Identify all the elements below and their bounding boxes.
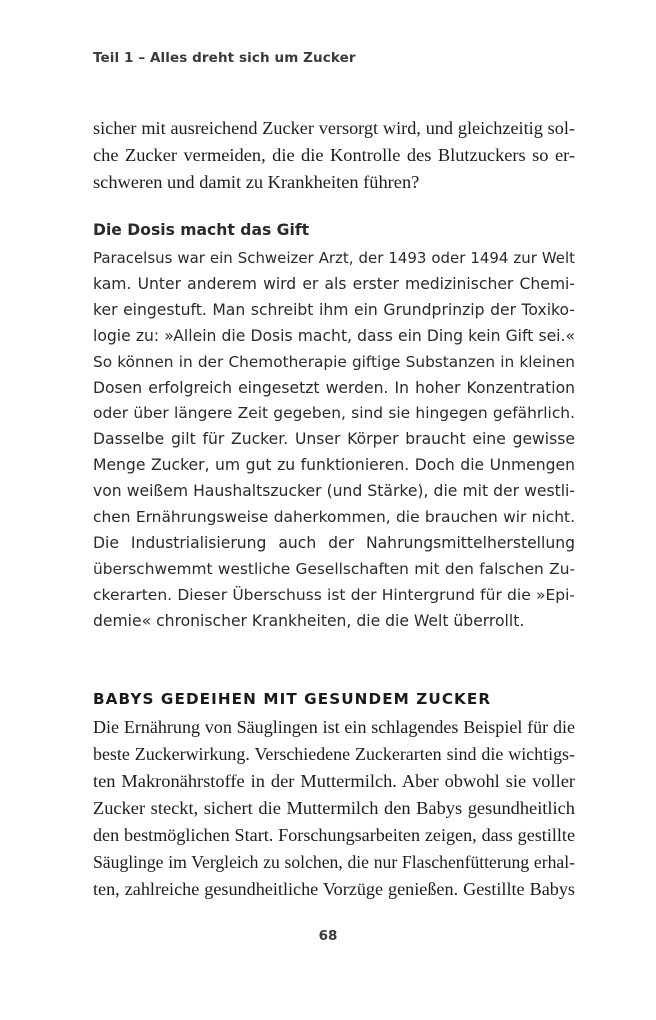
text-line: logie zu: »Allein die Dosis macht, dass ein Ding kein Gift sei.«: [93, 326, 575, 345]
running-header: Teil 1 – Alles dreht sich um Zucker: [93, 50, 356, 66]
text-line: ten Makronährstoffe in der Muttermilch. Aber obwohl sie voller: [93, 771, 575, 791]
text-line: Die Industrialisierung auch der Nahrungsmittelherstellung: [93, 533, 575, 552]
text-line: So können in der Chemotherapie giftige Substanzen in kleinen: [93, 352, 575, 371]
text-line: Die Ernährung von Säuglingen ist ein schlagendes Beispiel für die: [93, 717, 575, 737]
text-line: kam. Unter anderem wird er als erster medizinischer Chemi-: [93, 274, 575, 293]
text-line: ker eingestuft. Man schreibt ihm ein Grundprinzip der Toxiko-: [93, 300, 575, 319]
text-line: ckerarten. Dieser Überschuss ist der Hintergrund für die »Epi-: [93, 585, 575, 604]
text-line: Paracelsus war ein Schweizer Arzt, der 1493 oder 1494 zur Welt: [93, 249, 575, 267]
text-line: ten, zahlreiche gesundheitliche Vorzüge genießen. Gestillte Babys: [93, 879, 575, 899]
section-paragraph: [93, 714, 575, 903]
text-line: beste Zuckerwirkung. Verschiedene Zuckerarten sind die wichtigs-: [93, 744, 575, 764]
text-line: Zucker steckt, sichert die Muttermilch den Babys gesundheitlich: [93, 798, 575, 818]
text-line: oder über längere Zeit gegeben, sind sie hingegen gefährlich.: [93, 404, 575, 423]
text-line: sicher mit ausreichend Zucker versorgt wird, und gleichzeitig sol-: [93, 118, 575, 138]
section-heading: BABYS GEDEIHEN MIT GESUNDEM ZUCKER: [93, 690, 492, 708]
text-line: chen Ernährungsweise daherkommen, die brauchen wir nicht.: [93, 508, 575, 527]
intro-paragraph: [93, 115, 575, 196]
text-line: che Zucker vermeiden, die die Kontrolle des Blutzuckers so er-: [93, 145, 575, 165]
text-line: Dasselbe gilt für Zucker. Unser Körper braucht eine gewisse: [93, 430, 575, 449]
text-line: demie« chronischer Krankheiten, die die Welt überrollt.: [93, 611, 525, 630]
text-line: schweren und damit zu Krankheiten führen?: [93, 172, 420, 192]
box-title: Die Dosis macht das Gift: [93, 221, 310, 239]
text-line: überschwemmt westliche Gesellschaften mit den falschen Zu-: [93, 559, 575, 578]
text-line: Säuglinge im Vergleich zu solchen, die nur Flaschenfütterung erhal-: [93, 852, 575, 872]
text-line: den bestmöglichen Start. Forschungsarbeiten zeigen, dass gestillte: [93, 825, 575, 845]
text-line: von weißem Haushaltszucker (und Stärke), die mit der westli-: [93, 482, 575, 501]
text-line: Menge Zucker, um gut zu funktionieren. Doch die Unmengen: [93, 456, 575, 475]
box-paragraph: [93, 246, 575, 635]
page-number: 68: [318, 928, 338, 944]
text-line: Dosen erfolgreich eingesetzt werden. In hoher Konzentration: [93, 378, 575, 397]
